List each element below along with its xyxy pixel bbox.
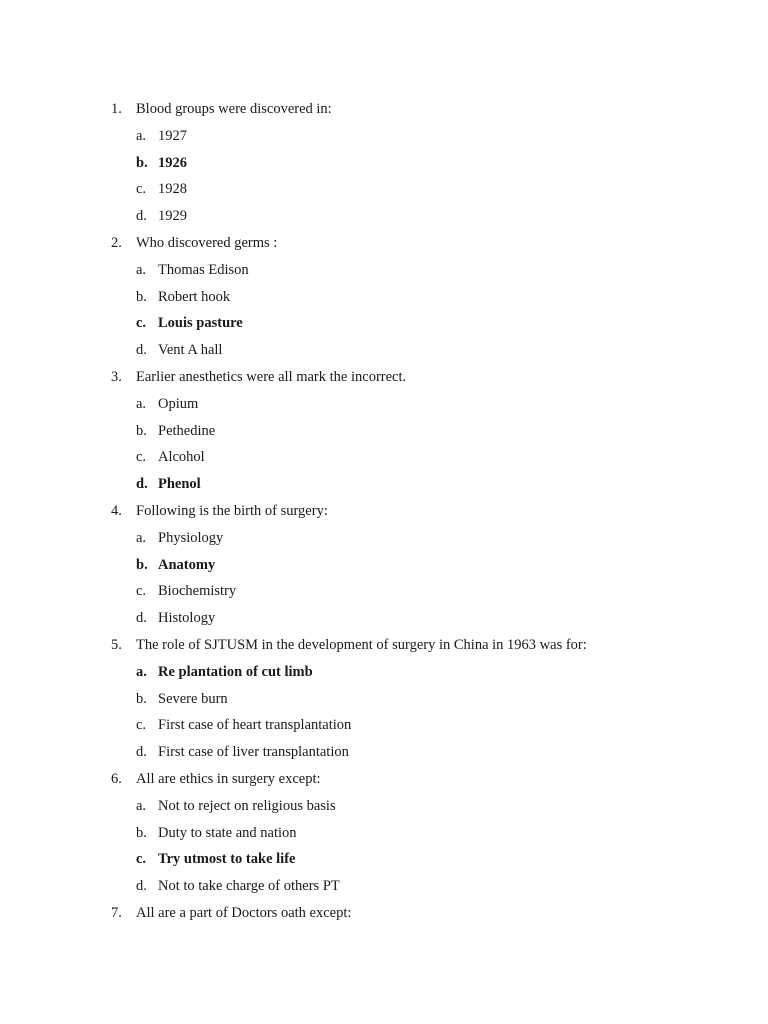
option-text: Try utmost to take life — [158, 851, 296, 868]
answer-option — [0, 876, 768, 903]
answer-option — [0, 447, 768, 474]
question-4 — [0, 501, 768, 528]
question-list — [0, 99, 768, 930]
answer-option — [0, 421, 768, 448]
option-text: Re plantation of cut limb — [158, 663, 313, 680]
answer-option — [0, 796, 768, 823]
option-text: 1927 — [158, 127, 187, 144]
option-letter: d. — [136, 610, 147, 627]
answer-option — [0, 260, 768, 287]
option-text: First case of heart transplantation — [158, 717, 352, 734]
option-text: Opium — [158, 395, 199, 412]
question-text: Blood groups were discovered in: — [136, 101, 332, 117]
option-letter: d. — [136, 208, 147, 225]
option-letter: d. — [136, 744, 147, 761]
option-letter: c. — [136, 315, 147, 332]
question-3 — [0, 367, 768, 394]
answer-option — [0, 608, 768, 635]
question-text: All are ethics in surgery except: — [136, 770, 321, 787]
answer-option-correct — [0, 153, 768, 180]
option-letter: a. — [136, 261, 147, 278]
answer-option — [0, 581, 768, 608]
option-letter: b. — [136, 154, 148, 171]
option-letter: a. — [136, 127, 147, 144]
question-2 — [0, 233, 768, 260]
option-letter: b. — [136, 690, 147, 707]
option-text: 1929 — [158, 208, 187, 225]
option-letter: b. — [136, 556, 148, 573]
answer-option — [0, 126, 768, 153]
question-number: 1. — [111, 101, 122, 117]
answer-option — [0, 179, 768, 206]
option-letter: b. — [136, 824, 147, 841]
question-number: 3. — [111, 368, 122, 385]
answer-option — [0, 823, 768, 850]
answer-option-correct — [0, 849, 768, 876]
option-text: 1928 — [158, 181, 187, 198]
option-letter: b. — [136, 422, 147, 439]
option-text: Biochemistry — [158, 583, 237, 600]
option-text: Duty to state and nation — [158, 824, 297, 841]
option-text: Physiology — [158, 529, 224, 546]
answer-option — [0, 287, 768, 314]
option-text: Robert hook — [158, 288, 231, 305]
option-text: Alcohol — [158, 449, 205, 466]
option-text: Severe burn — [158, 690, 228, 707]
question-number: 7. — [111, 904, 122, 921]
answer-option — [0, 394, 768, 421]
question-7 — [0, 903, 768, 930]
option-text: First case of liver transplantation — [158, 744, 349, 761]
answer-option-correct — [0, 313, 768, 340]
option-letter: a. — [136, 529, 147, 546]
option-letter: c. — [136, 717, 147, 734]
option-text: Not to take charge of others PT — [158, 878, 340, 895]
answer-option — [0, 715, 768, 742]
option-text: Louis pasture — [158, 315, 243, 332]
option-text: Anatomy — [158, 556, 216, 573]
answer-option-correct — [0, 662, 768, 689]
question-text: Earlier anesthetics were all mark the incorrect. — [136, 368, 407, 385]
answer-option — [0, 689, 768, 716]
answer-option-correct — [0, 474, 768, 501]
option-text: 1926 — [158, 154, 187, 171]
question-number: 2. — [111, 234, 122, 251]
question-number: 4. — [111, 502, 122, 519]
option-letter: c. — [136, 583, 147, 600]
answer-option — [0, 742, 768, 769]
answer-option — [0, 528, 768, 555]
option-letter: d. — [136, 342, 147, 359]
option-text: Pethedine — [158, 422, 216, 439]
option-letter: c. — [136, 181, 147, 198]
option-letter: c. — [136, 851, 147, 868]
option-text: Phenol — [158, 476, 201, 493]
option-letter: d. — [136, 476, 148, 493]
option-letter: a. — [136, 797, 147, 814]
question-5 — [0, 635, 768, 662]
question-number: 5. — [111, 636, 122, 653]
option-text: Thomas Edison — [158, 261, 249, 278]
option-letter: c. — [136, 449, 147, 466]
option-letter: a. — [136, 395, 147, 412]
option-text: Histology — [158, 610, 216, 627]
answer-option — [0, 340, 768, 367]
option-text: Not to reject on religious basis — [158, 797, 336, 814]
option-letter: d. — [136, 878, 147, 895]
option-letter: a. — [136, 663, 147, 680]
option-text: Vent A hall — [158, 342, 223, 359]
question-6 — [0, 769, 768, 796]
question-text: Who discovered germs : — [136, 234, 278, 251]
question-text: The role of SJTUSM in the development of surgery in China in 1963 was for: — [136, 636, 587, 653]
question-text: Following is the birth of surgery: — [136, 502, 328, 519]
question-1 — [0, 99, 768, 126]
question-number: 6. — [111, 770, 122, 787]
option-letter: b. — [136, 288, 147, 305]
answer-option-correct — [0, 555, 768, 582]
answer-option — [0, 206, 768, 233]
question-text: All are a part of Doctors oath except: — [136, 904, 352, 921]
